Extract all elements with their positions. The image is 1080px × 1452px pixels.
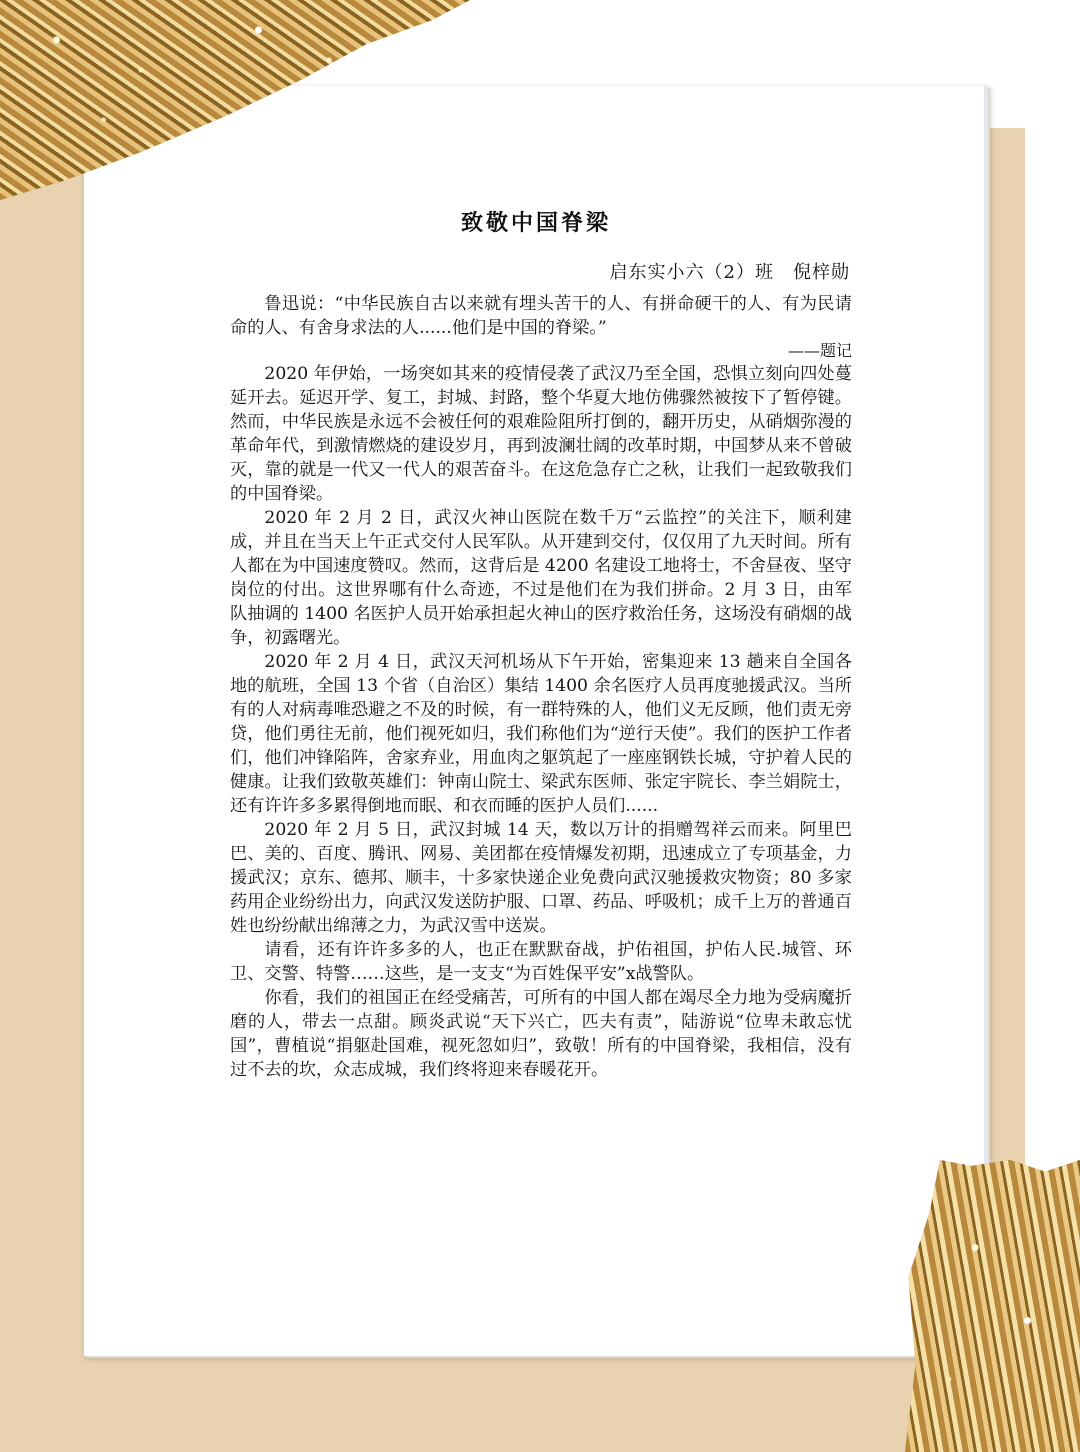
gold-glitter-bottom-right-decoration bbox=[905, 1160, 1080, 1452]
epigraph: 鲁迅说：“中华民族自古以来就有埋头苦干的人、有拼命硬干的人、有为民请命的人、有舍身求法的人......他们是中国的脊梁。” bbox=[230, 294, 852, 338]
essay-body bbox=[230, 292, 852, 1082]
paragraph-6: 你看，我们的祖国正在经受痛苦，可所有的中国人都在竭尽全力地为受病魔折磨的人，带去一点甜。顾炎武说“天下兴亡，匹夫有责”，陆游说“位卑未敢忘忧国”，曹植说“捐躯赴国难，视死忽如归”，致敬！所有的中国脊梁，我相信，没有过不去的坎，众志成城，我们终将迎来春暖花开。 bbox=[230, 988, 852, 1080]
author-byline: 启东实小六（2）班 倪梓勋 bbox=[609, 262, 850, 283]
epigraph-signature: ——题记 bbox=[787, 341, 852, 360]
document-title: 致敬中国脊梁 bbox=[460, 210, 611, 236]
paragraph-1: 2020 年伊始，一场突如其来的疫情侵袭了武汉乃至全国，恐惧立刻向四处蔓延开去。延迟开学、复工，封城、封路，整个华夏大地仿佛骤然被按下了暂停键。然而，中华民族是永远不会被任何的艰难险阻所打倒的，翻开历史，从硝烟弥漫的革命年代，到激情燃烧的建设岁月，再到波澜壮阔的改革时期，中国梦从来不曾破灭，靠的就是一代又一代人的艰苦奋斗。在这危急存亡之秋，让我们一起致敬我们的中国脊梁。 bbox=[230, 364, 852, 504]
paragraph-4: 2020 年 2 月 5 日，武汉封城 14 天，数以万计的捐赠驾祥云而来。阿里巴巴、美的、百度、腾讯、网易、美团都在疫情爆发初期，迅速成立了专项基金，力援武汉；京东、德邦、顺丰，十多家快递企业免费向武汉驰援救灾物资；80 多家药用企业纷纷出力，向武汉发送防护服、口罩、药品、呼吸机；成千上万的普通百姓也纷纷献出绵薄之力，为武汉雪中送炭。 bbox=[230, 820, 852, 936]
paragraph-2: 2020 年 2 月 2 日，武汉火神山医院在数千万“云监控”的关注下，顺利建成，并且在当天上午正式交付人民军队。从开建到交付，仅仅用了九天时间。所有人都在为中国速度赞叹。然而，这背后是 4200 名建设工地将士，不舍昼夜、坚守岗位的付出。这世界哪有什么奇迹，不过是他们在为我们拼命。2 月 3 日，由军队抽调的 1400 名医护人员开始承担起火神山的医疗救治任务，这场没有硝烟的战争，初露曙光。 bbox=[230, 508, 852, 648]
paragraph-5: 请看，还有许许多多的人，也正在默默奋战，护佑祖国，护佑人民.城管、环卫、交警、特警……这些，是一支支“为百姓保平安”x战警队。 bbox=[230, 940, 852, 984]
paragraph-3: 2020 年 2 月 4 日，武汉天河机场从下午开始，密集迎来 13 趟来自全国各地的航班，全国 13 个省（自治区）集结 1400 余名医疗人员再度驰援武汉。当所有的人对病毒唯恐避之不及的时候，有一群特殊的人，他们义无反顾，他们责无旁贷，他们勇往无前，他们视死如归，我们称他们为“逆行天使”。我们的医护工作者们，他们冲锋陷阵，舍家弃业，用血肉之躯筑起了一座座钢铁长城，守护着人民的健康。让我们致敬英雄们：钟南山院士、梁武东医师、张定宇院长、李兰娟院士，还有许许多多累得倒地而眠、和衣而睡的医护人员们...... bbox=[230, 652, 852, 816]
